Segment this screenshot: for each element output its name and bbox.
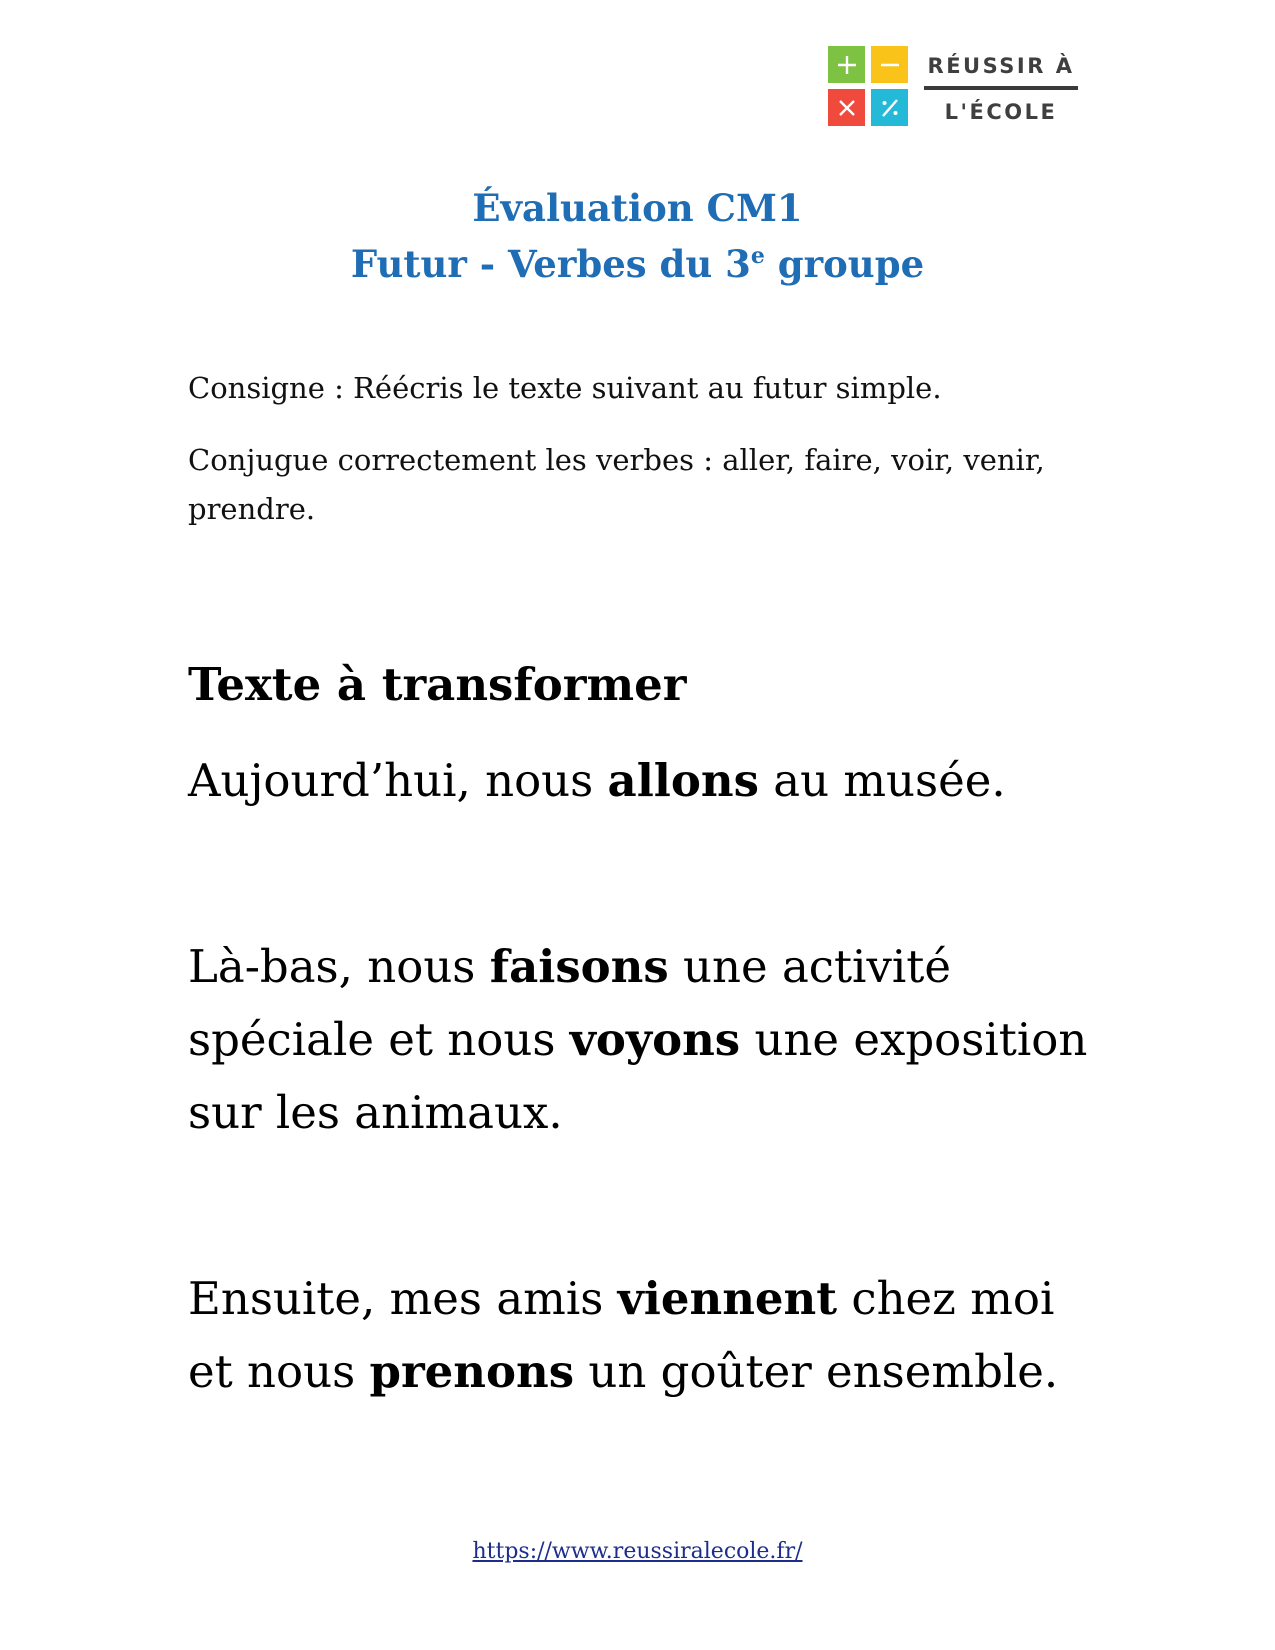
- subtitle-superscript: e: [750, 243, 765, 269]
- verb-viennent: viennent: [617, 1272, 838, 1325]
- page-title: Évaluation CM1: [472, 186, 803, 230]
- logo-text-top: RÉUSSIR À: [927, 54, 1075, 78]
- text-segment: Là-bas, nous: [188, 940, 490, 993]
- paragraph-1: [188, 744, 1088, 817]
- verb-allons: allons: [607, 754, 759, 807]
- minus-icon: [871, 46, 908, 83]
- instruction-consigne: Consigne : Réécris le texte suivant au futur simple.: [188, 371, 942, 405]
- text-segment: une exposition sur les animaux.: [188, 1013, 1088, 1139]
- logo-divider: [924, 86, 1078, 90]
- verb-voyons: voyons: [569, 1013, 741, 1066]
- subtitle-suffix: groupe: [764, 242, 925, 286]
- section-heading: Texte à transformer: [188, 658, 687, 711]
- subtitle-prefix: Futur - Verbes du 3: [350, 242, 751, 286]
- plus-icon: [828, 46, 865, 83]
- footer: [0, 1536, 1275, 1568]
- text-segment: une activité spéciale et nous: [188, 940, 951, 1066]
- text-segment: Ensuite, mes amis: [188, 1272, 618, 1325]
- percent-icon: [871, 89, 908, 126]
- text-segment: un goûter ensemble.: [574, 1345, 1059, 1398]
- logo-text-bottom: L'ÉCOLE: [944, 100, 1058, 124]
- paragraph-3: [188, 1262, 1088, 1408]
- site-logo: [828, 46, 1078, 130]
- verb-faisons: faisons: [489, 940, 669, 993]
- text-segment: chez moi et nous: [188, 1272, 1055, 1398]
- verb-prenons: prenons: [369, 1345, 575, 1398]
- times-icon: [828, 89, 865, 126]
- paragraph-2: [188, 930, 1088, 1149]
- website-link[interactable]: https://www.reussiralecole.fr/: [472, 1539, 803, 1564]
- instruction-conjugue: Conjugue correctement les verbes : aller, faire, voir, venir, prendre.: [188, 443, 1045, 526]
- page-subtitle: [0, 236, 1275, 298]
- text-segment: au musée.: [758, 754, 1006, 807]
- text-segment: Aujourd’hui, nous: [188, 754, 608, 807]
